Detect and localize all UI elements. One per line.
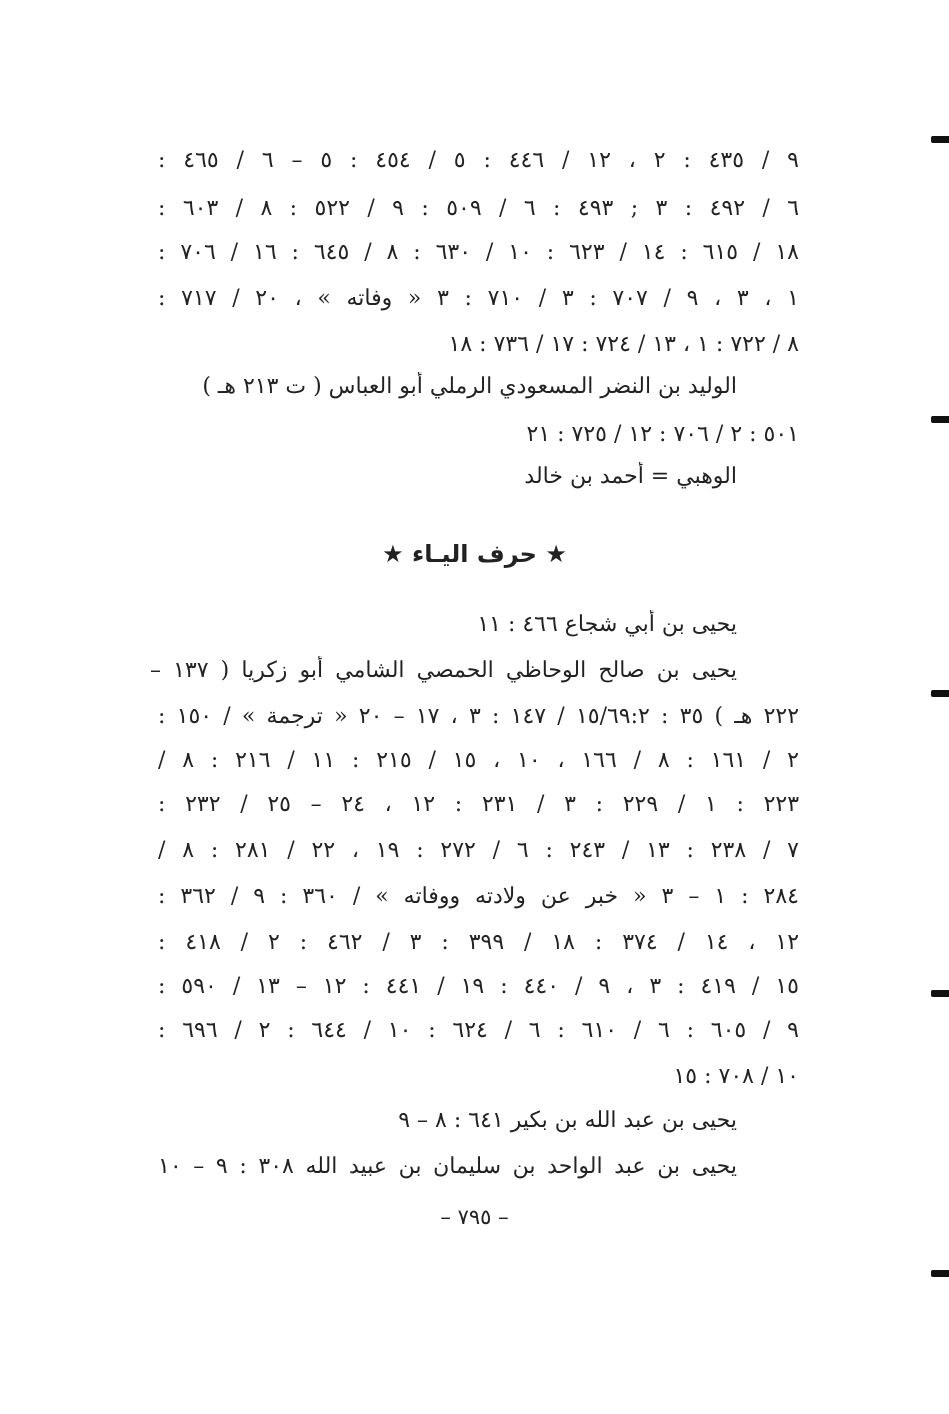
index-line: ٨ / ٧٢٢ : ١ ، ١٣ / ٧٢٤ : ١٧ / ٧٣٦ : ١٨ — [448, 332, 799, 357]
entry-name: الوهبي = أحمد بن خالد — [524, 464, 737, 489]
index-line: ١٢ ، ١٤ / ٣٧٤ : ١٨ / ٣٩٩ : ٣ / ٤٦٢ : ٢ / ٤١٨ : — [158, 930, 799, 955]
index-line: ٢٨٤ : ١ – ٣ « خبر عن ولادته ووفاته » / ٣٦٠ : ٩ / ٣٦٢ : — [158, 884, 799, 909]
index-line: ٩ / ٦٠٥ : ٦ / ٦١٠ : ٦ / ٦٢٤ : ١٠ / ٦٤٤ : ٢ / ٦٩٦ : — [158, 1018, 799, 1043]
index-line: ٧ / ٢٣٨ : ١٣ / ٢٤٣ : ٦ / ٢٧٢ : ١٩ ، ٢٢ / ٢٨١ : ٨ / — [158, 838, 799, 863]
scan-margin-mark — [931, 990, 949, 997]
index-line: ٦ / ٤٩٢ : ٣ ; ٤٩٣ : ٦ / ٥٠٩ : ٩ / ٥٢٢ : ٨ / ٦٠٣ : — [158, 196, 799, 221]
scan-margin-mark — [931, 416, 949, 423]
index-line: ٢٢٣ : ١ / ٢٢٩ : ٣ / ٢٣١ : ١٢ ، ٢٤ – ٢٥ / ٢٣٢ : — [158, 792, 799, 817]
index-line: ٩ / ٤٣٥ : ٢ ، ١٢ / ٤٤٦ : ٥ / ٤٥٤ : ٥ – ٦ / ٤٦٥ : — [158, 148, 799, 173]
section-heading: ★ حرف اليـاء ★ — [382, 540, 567, 568]
entry-name: يحيى بن صالح الوحاظي الحمصي الشامي أبو زكريا ( ١٣٧ – — [150, 658, 737, 683]
entry-name: يحيى بن عبد الواحد بن سليمان بن عبيد الله ٣٠٨ : ٩ – ١٠ — [158, 1154, 737, 1179]
index-line: ٥٠١ : ٢ / ٧٠٦ : ١٢ / ٧٢٥ : ٢١ — [526, 422, 799, 447]
entry-name: يحيى بن أبي شجاع ٤٦٦ : ١١ — [477, 612, 737, 637]
scan-margin-mark — [931, 136, 949, 143]
index-line: ٢٢٢ هـ ) ٣٥ : ١٥/٦٩:٢ / ١٤٧ : ٣ ، ١٧ – ٢٠ « ترجمة » / ١٥٠ : — [158, 704, 799, 729]
index-line: ١٠ / ٧٠٨ : ١٥ — [673, 1064, 799, 1089]
scan-margin-mark — [931, 1270, 949, 1277]
index-line: ١٥ / ٤١٩ : ٣ ، ٩ / ٤٤٠ : ١٩ / ٤٤١ : ١٢ – ١٣ / ٥٩٠ : — [158, 974, 799, 999]
index-line: ١ ، ٣ ، ٩ / ٧٠٧ : ٣ / ٧١٠ : ٣ « وفاته » ، ٢٠ / ٧١٧ : — [158, 286, 799, 311]
scan-margin-mark — [931, 690, 949, 697]
page-number: – ٧٩٥ – — [440, 1205, 509, 1229]
index-line: ١٨ / ٦١٥ : ١٤ / ٦٢٣ : ١٠ / ٦٣٠ : ٨ / ٦٤٥ : ١٦ / ٧٠٦ : — [158, 240, 799, 265]
entry-name: يحيى بن عبد الله بن بكير ٦٤١ : ٨ – ٩ — [398, 1108, 737, 1133]
entry-name: الوليد بن النضر المسعودي الرملي أبو العباس ( ت ٢١٣ هـ ) — [202, 374, 737, 399]
index-line: ٢ / ١٦١ : ٨ / ١٦٦ ، ١٠ ، ١٥ / ٢١٥ : ١١ / ٢١٦ : ٨ / — [158, 748, 799, 773]
